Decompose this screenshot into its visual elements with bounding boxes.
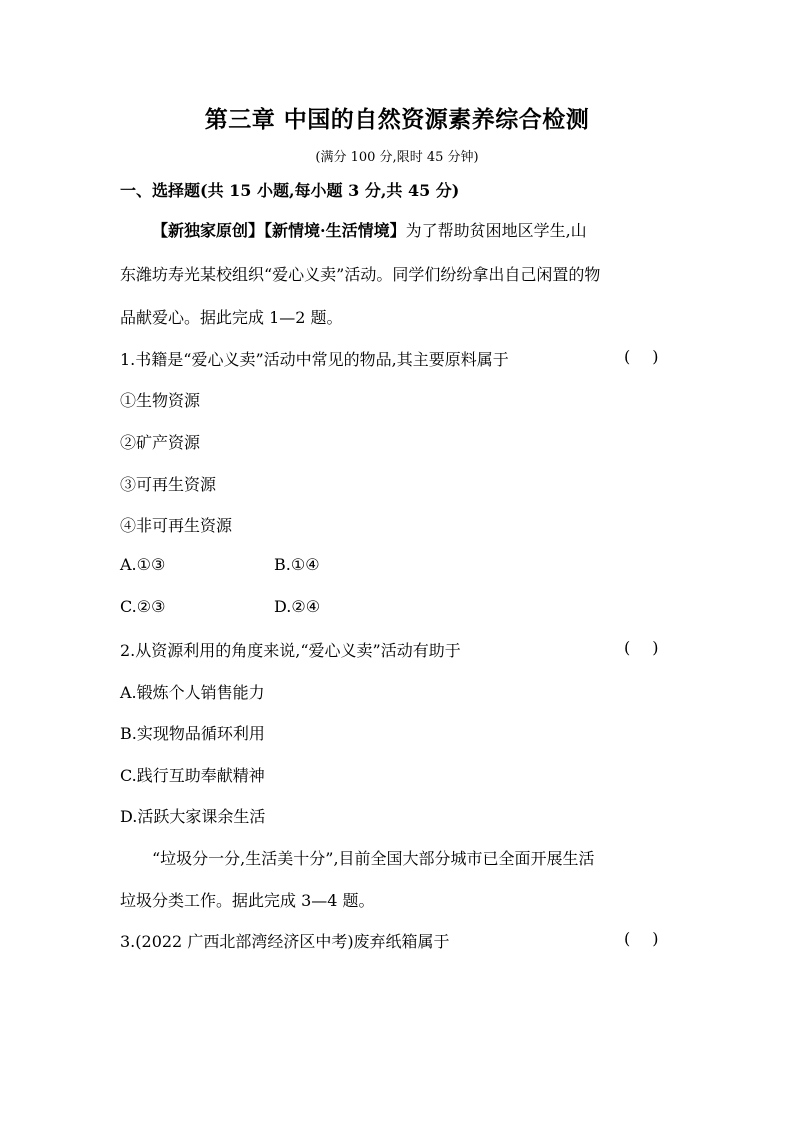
intro2-line1: “垃圾分一分,生活美十分”,目前全国大部分城市已全面开展生活 [152,849,595,868]
intro1-line3: 品献爱心。据此完成 1—2 题。 [120,308,343,327]
intro1-line1 [152,218,587,241]
q1-option-c: C.②③ [120,597,166,616]
intro1-tag: 【新独家原创】【新情境·生活情境】 [152,221,406,240]
page-subtitle: (满分 100 分,限时 45 分钟) [315,150,479,165]
page-title: 第三章 中国的自然资源素养综合检测 [204,107,590,133]
intro2-line2: 垃圾分类工作。据此完成 3—4 题。 [120,891,375,910]
q1-option-a: A.①③ [120,555,166,574]
q1-item-2: ②矿产资源 [120,433,201,452]
q1-item-4: ④非可再生资源 [120,516,233,535]
q1-option-d: D.②④ [274,597,321,616]
q2-option-b: B.实现物品循环利用 [120,724,265,743]
q2-option-a: A.锻炼个人销售能力 [120,683,265,702]
q2-stem: 2.从资源利用的角度来说,“爱心义卖”活动有助于 [120,641,461,660]
q3-stem: 3.(2022 广西北部湾经济区中考)废弃纸箱属于 [120,932,450,951]
intro1-line2: 东潍坊寿光某校组织“爱心义卖”活动。同学们纷纷拿出自己闲置的物 [120,265,601,284]
q3-answer-paren[interactable]: () [624,929,681,948]
q1-option-b: B.①④ [274,555,320,574]
q1-stem: 1.书籍是“爱心义卖”活动中常见的物品,其主要原料属于 [120,350,509,369]
section-heading: 一、选择题(共 15 小题,每小题 3 分,共 45 分) [120,181,460,200]
q1-item-1: ①生物资源 [120,391,201,410]
q2-option-d: D.活跃大家课余生活 [120,807,266,826]
intro1-line1-rest: 为了帮助贫困地区学生,山 [405,221,587,240]
q1-answer-paren[interactable]: () [624,347,681,366]
q2-answer-paren[interactable]: () [624,638,681,657]
q1-item-3: ③可再生资源 [120,475,217,494]
q2-option-c: C.践行互助奉献精神 [120,766,265,785]
